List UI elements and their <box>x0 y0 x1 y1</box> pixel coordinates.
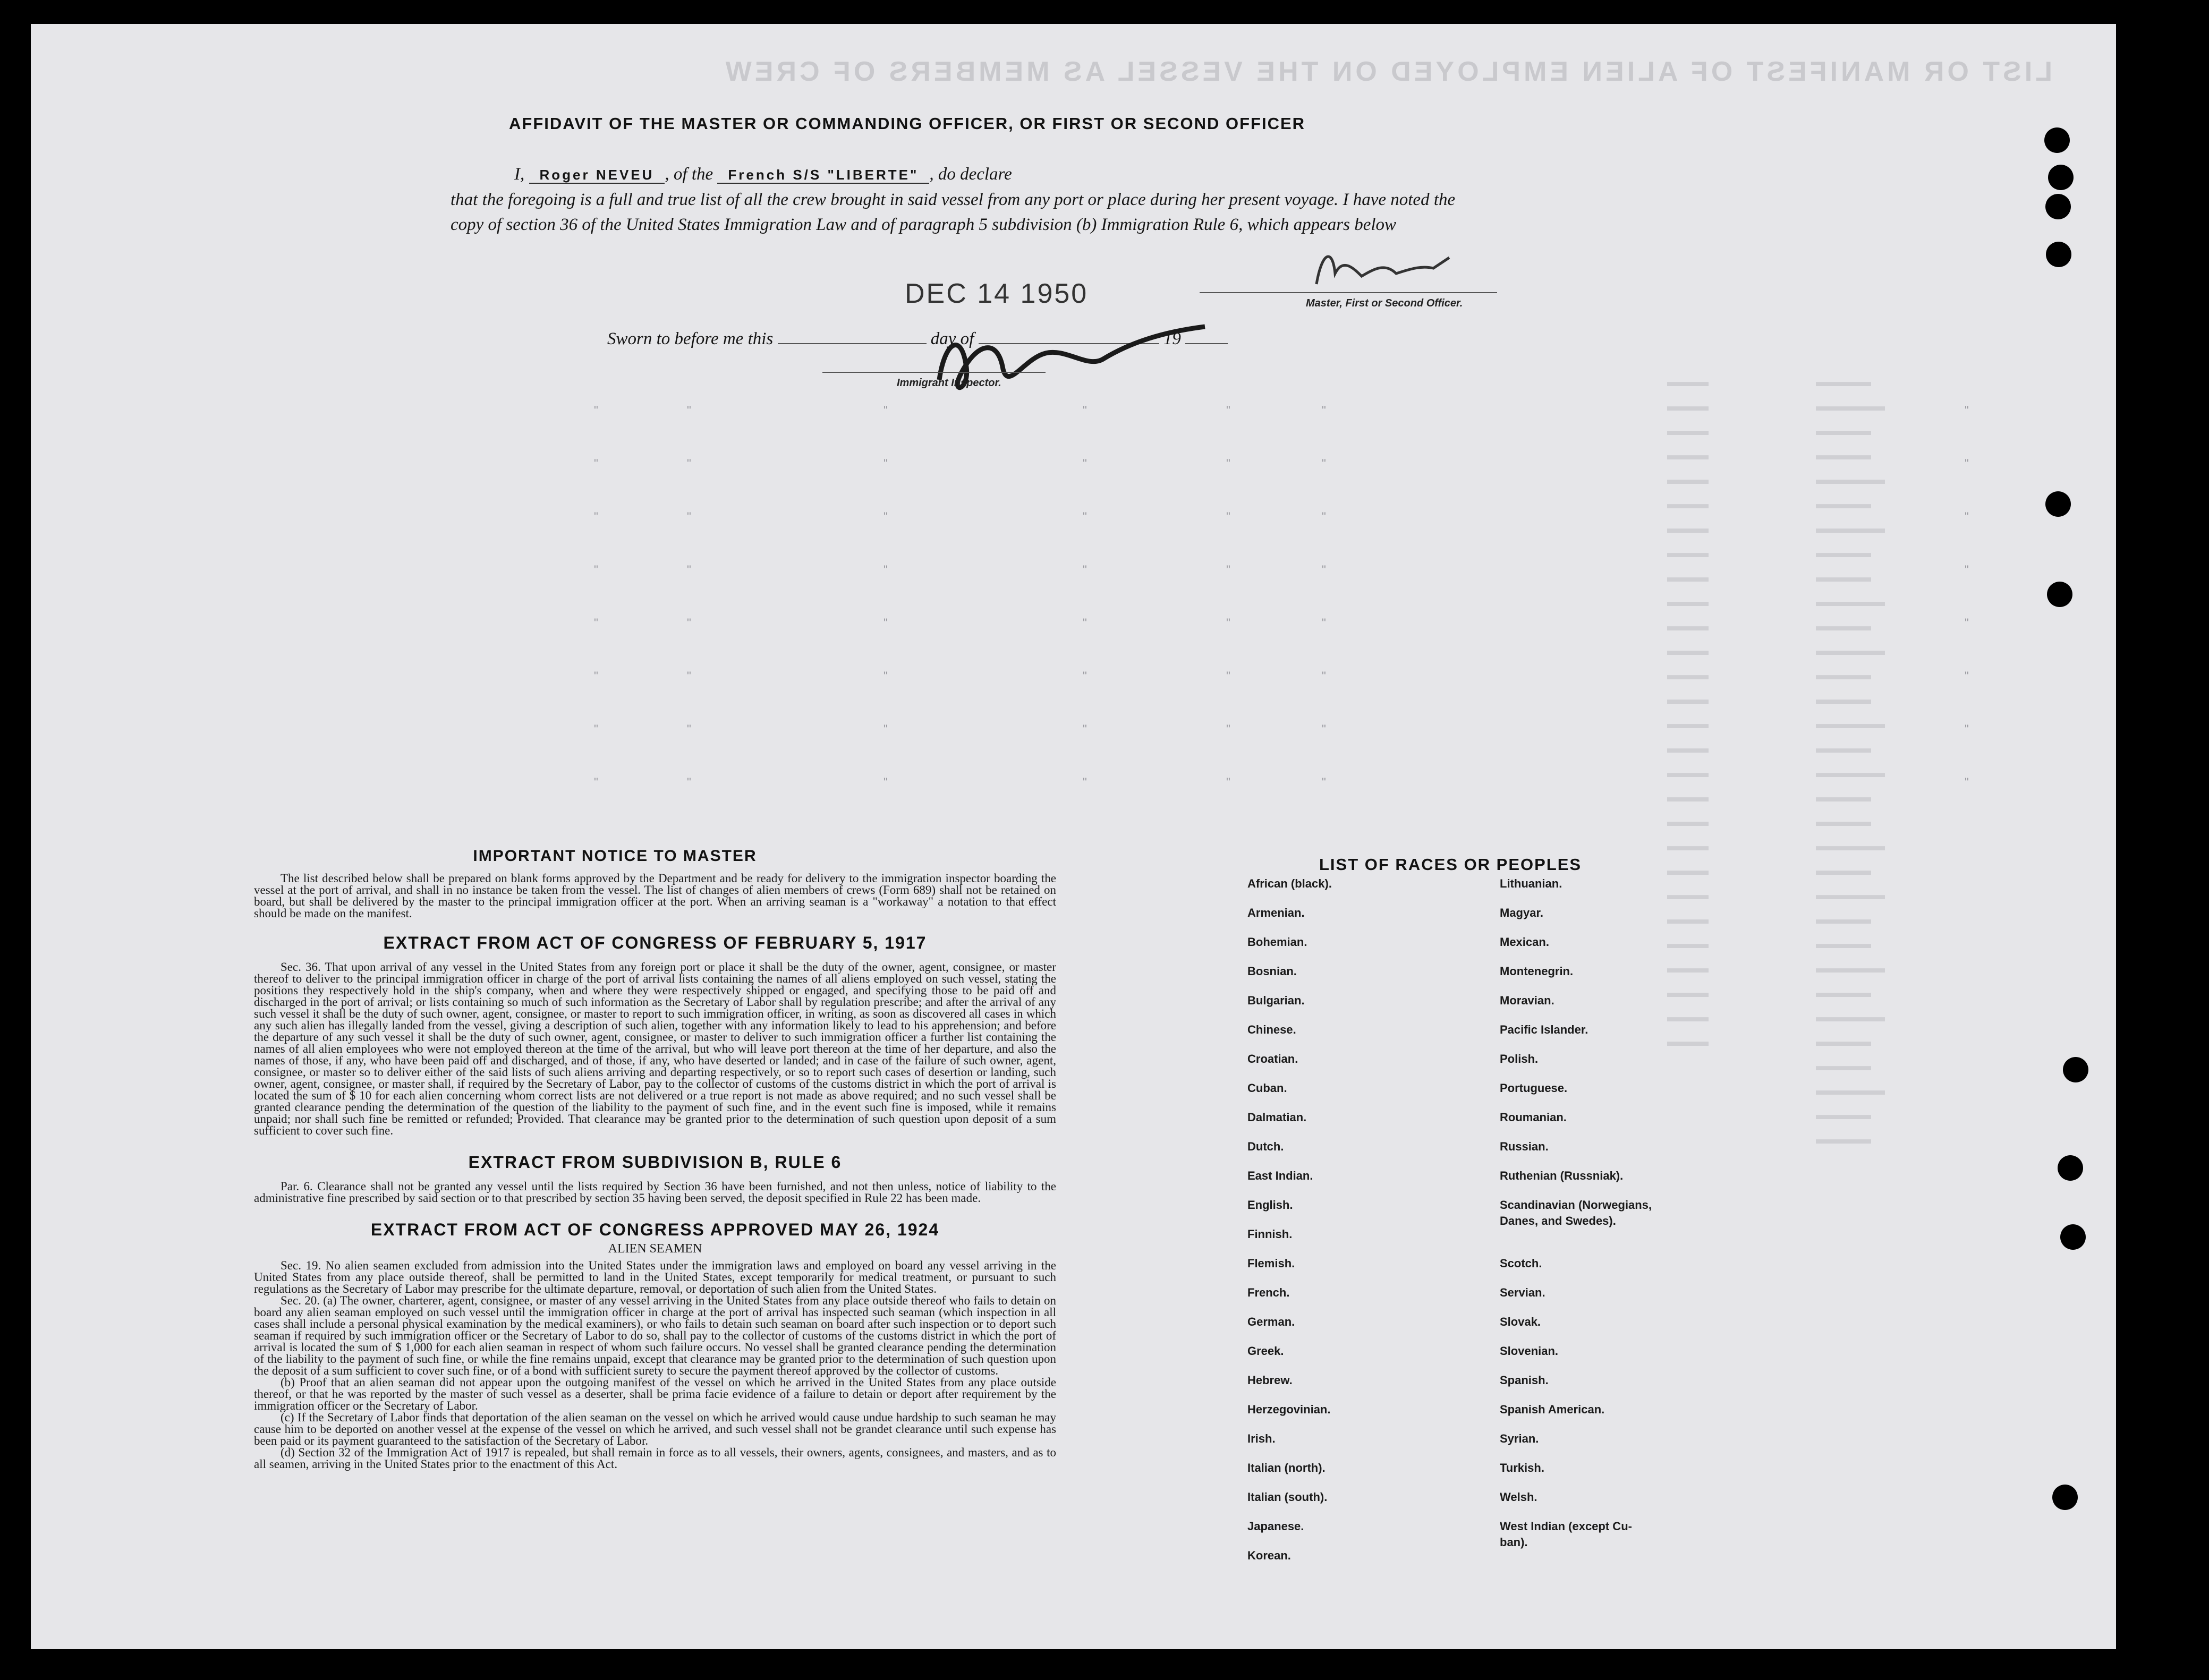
act-1917-heading: EXTRACT FROM ACT OF CONGRESS OF FEBRUARY 5, 1917 <box>383 933 927 952</box>
vessel-name-field: French S/S "LIBERTE" <box>717 167 929 184</box>
race-item: Russian. <box>1500 1140 1549 1153</box>
race-item: Pacific Islander. <box>1500 1023 1588 1036</box>
race-item: Korean. <box>1247 1549 1291 1562</box>
race-item: Spanish. <box>1500 1374 1549 1387</box>
race-item: Irish. <box>1247 1432 1276 1445</box>
affidavit-statement-block <box>451 162 1460 237</box>
race-item: Bosnian. <box>1247 965 1297 978</box>
race-item: German. <box>1247 1315 1295 1328</box>
race-item: Turkish. <box>1500 1461 1544 1474</box>
notice-heading: IMPORTANT NOTICE TO MASTER <box>473 847 757 865</box>
affidavit-of-the: , of the <box>665 165 713 184</box>
rule-6-heading: EXTRACT FROM SUBDIVISION B, RULE 6 <box>468 1153 842 1172</box>
race-item: Syrian. <box>1500 1432 1539 1445</box>
race-item: Chinese. <box>1247 1023 1296 1036</box>
officer-label: Master, First or Second Officer. <box>1306 297 1463 309</box>
punch-hole <box>2058 1155 2083 1181</box>
punch-hole <box>2063 1057 2088 1082</box>
race-item: Dalmatian. <box>1247 1111 1307 1124</box>
master-signature-line <box>1200 292 1497 293</box>
race-item: Greek. <box>1247 1344 1284 1358</box>
legal-text-column <box>254 847 1056 1470</box>
race-item: Herzegovinian. <box>1247 1403 1331 1416</box>
race-item: Bulgarian. <box>1247 994 1305 1007</box>
race-item: Italian (north). <box>1247 1461 1326 1474</box>
race-item: Scandinavian (Norwegians, <box>1500 1198 1652 1212</box>
inspector-signature-scrawl <box>929 311 1226 406</box>
race-item: Scotch. <box>1500 1257 1542 1270</box>
race-item: French. <box>1247 1286 1290 1299</box>
bleed-through-heading: LIST OR MANIFEST OF ALIEN EMPLOYED ON THE VESSEL AS MEMBERS OF CREW <box>722 56 2052 87</box>
punch-hole <box>2045 194 2071 219</box>
bleed-through-column-middle: ▬▬▬ ▬▬▬ ▬▬▬ ▬▬▬ ▬▬▬ ▬▬▬ ▬▬▬ ▬▬▬ ▬▬▬ ▬▬▬ ▬▬▬ ▬▬▬ ▬▬▬ ▬▬▬ ▬▬▬ ▬▬▬ ▬▬▬ ▬▬▬ ▬▬▬ ▬▬▬ ▬▬▬ ▬▬▬ ▬▬▬ ▬▬▬ ▬▬▬ ▬▬▬ ▬▬▬ ▬▬▬ <box>1667 373 1709 1049</box>
race-item: African (black). <box>1247 877 1332 890</box>
race-item: Welsh. <box>1500 1490 1537 1504</box>
race-item: Bohemian. <box>1247 935 1307 949</box>
race-item: Moravian. <box>1500 994 1554 1007</box>
sec-20c-text: (c) If the Secretary of Labor finds that deportation of the alien seaman on the vessel on which he arrived would cause undue hardship to such seaman he may cause him to be deported on another vessel at the expense of the vessel on which he arrived, and such vessel shall not be grandet clearance until such expense has been paid or its payment guaranteed to the satisfaction of the Secretary of Labor. <box>254 1411 1056 1447</box>
inspector-signature-line <box>822 372 1046 373</box>
punch-hole <box>2060 1224 2086 1250</box>
affidavit-do-declare: , do declare <box>929 165 1012 184</box>
race-item: Servian. <box>1500 1286 1545 1299</box>
sworn-day-blank <box>778 343 927 344</box>
race-item: Portuguese. <box>1500 1081 1568 1095</box>
act-1924-heading: EXTRACT FROM ACT OF CONGRESS APPROVED MAY 26, 1924 <box>370 1220 940 1239</box>
day-of-text: day of <box>930 329 974 348</box>
punch-hole <box>2044 127 2070 153</box>
punch-hole <box>2047 582 2072 607</box>
race-item: Armenian. <box>1247 906 1305 919</box>
affidavit-statement: that the foregoing is a full and true list of all the crew brought in said vessel from any port or place during her present voyage. I have noted the copy of section 36 of the United States Immigration Law and of paragraph 5 subdivision (b) Immigration Rule 6, which appears below <box>451 190 1456 234</box>
bleed-through-column-right: ▬▬▬▬ ▬▬▬▬▬ ▬▬▬▬ ▬▬▬▬ ▬▬▬▬▬ ▬▬▬▬ ▬▬▬▬▬ ▬▬▬▬ ▬▬▬▬ ▬▬▬▬▬ ▬▬▬▬ ▬▬▬▬▬ ▬▬▬▬ ▬▬▬▬ ▬▬▬▬▬ ▬▬▬▬ ▬▬▬▬▬ ▬▬▬▬ ▬▬▬▬ ▬▬▬▬▬ ▬▬▬▬ ▬▬▬▬▬ ▬▬▬▬ ▬▬▬▬ ▬▬▬▬▬ ▬▬▬▬ ▬▬▬▬▬ ▬▬▬▬ ▬▬▬▬ ▬▬▬▬▬ ▬▬▬▬ ▬▬▬▬ <box>1816 373 1885 1147</box>
sworn-text: Sworn to before me this <box>607 329 774 348</box>
affidavit-i: I, <box>514 165 525 184</box>
master-name-field: Roger NEVEU <box>529 167 665 184</box>
date-stamp: DEC 14 1950 <box>905 278 1089 309</box>
race-item: Italian (south). <box>1247 1490 1328 1504</box>
races-heading: LIST OF RACES OR PEOPLES <box>1319 855 1582 874</box>
sec-20a-text: Sec. 20. (a) The owner, charterer, agent, consignee, or master of any vessel arriving in the United States from any place outside thereof who fails to detain on board any alien seaman employed on such vessel until the immigration officer in charge at the port of arrival has inspected such seaman (which inspection in all cases shall include a personal physical examination by the medical examiners), or who fails to detain such seaman on board after such inspection or to deport such seaman if required by such immigration officer or the Secretary of Labor to do so, shall pay to the collector of customs of the customs district in which the port of arrival is located the sum of $ 1,000 for each alien seaman in respect of whom such failure occurs. No vessel shall be granted clearance pending the determination of the liability to the payment of such fine, or while the fine remains unpaid, except that clearance may be granted prior to the determination of such question upon the deposit of a sum sufficient to cover such fine, or of a bond with sufficient surety to secure the payment thereof approved by the collector of customs. <box>254 1294 1056 1377</box>
alien-seamen-subheading: ALIEN SEAMEN <box>608 1242 702 1256</box>
affidavit-first-line <box>451 162 1460 187</box>
race-item: Spanish American. <box>1500 1403 1605 1416</box>
race-item: Slovak. <box>1500 1315 1541 1328</box>
act-1917-text: Sec. 36. That upon arrival of any vessel in the United States from any foreign port or place it shall be the duty of the owner, agent, consignee, or master thereof to deliver to the principal immigration officer in charge of the port of arrival lists containing the names of all aliens employed on such vessel, stating the positions they respectively hold in the ship's company, when and where they were respectively shipped or engaged, and specifying those to be paid off and discharged in the port of arrival; or lists containing so much of such information as the Secretary of Labor shall by regulation prescribe; and after the arrival of any such vessel it shall be the duty of such owner, agent, consignee, or master to report to such immigration officer, in writing, as soon as discovered all cases in which any such alien has illegally landed from the vessel, giving a description of such alien, together with any information likely to lead to his apprehension; and before the departure of any such vessel it shall be the duty of such owner, agent, consignee, or master to deliver to such immigration officer a further list containing the names of all alien employees who were not employed thereon at the time of the arrival, but who will leave port thereon at the time of her departure, and also the names of those, if any, who have been paid off and discharged, and of those, if any, who have deserted or landed; and in case of the failure of such owner, agent, consignee, or master so to deliver either of the said lists of such aliens arriving and departing respectively, or so to report such cases of desertion or landing, such owner, agent, consignee, or master shall, if required by the Secretary of Labor, pay to the collector of customs of the customs district in which the port of arrival is located the sum of $ 10 for each alien concerning whom correct lists are not delivered or a true report is not made as above required; and no such vessel shall be granted clearance pending the determination of the question of the liability to the payment of such fine, and in the event such fine is imposed, while it remains unpaid; nor shall such fine be remitted or refunded; Provided. That clearance may be granted prior to the determination of such question upon deposit of a sum sufficient to cover such fine. <box>254 960 1056 1137</box>
race-item: ban). <box>1500 1536 1528 1549</box>
race-item: Magyar. <box>1500 906 1543 919</box>
race-item: English. <box>1247 1198 1293 1212</box>
master-signature-scrawl <box>1311 236 1513 305</box>
race-item: Dutch. <box>1247 1140 1284 1153</box>
inspector-label: Immigrant Inspector. <box>897 377 1001 389</box>
race-item: Polish. <box>1500 1052 1539 1065</box>
sec-20b-text: (b) Proof that an alien seaman did not appear upon the outgoing manifest of the vessel on which he arrived in the United States from any place outside thereof, or that he was reported by the master of such vessel as a deserter, shall be prima facie evidence of a failure to detain or deport after requirement by the immigration officer or the Secretary of Labor. <box>254 1376 1056 1412</box>
race-item: Croatian. <box>1247 1052 1298 1065</box>
race-item: Finnish. <box>1247 1227 1293 1241</box>
punch-hole <box>2052 1485 2078 1510</box>
race-item: Cuban. <box>1247 1081 1287 1095</box>
notice-text: The list described below shall be prepared on blank forms approved by the Department and be ready for delivery to the immigration inspector boarding the vessel at the port of arrival, and shall in no instance be taken from the vessel. The list of changes of alien members of crews (Form 689) shall not be retained on board, but shall be delivered by the master to the principal immigration officer at the port. When an arriving seaman is a "workaway" a notation to that effect should be made on the manifest. <box>254 872 1056 920</box>
manifest-back-page: LIST OR MANIFEST OF ALIEN EMPLOYED ON THE VESSEL AS MEMBERS OF CREW ▬▬▬▬ ▬▬▬▬▬ ▬▬▬▬ ▬▬▬▬ ▬▬▬▬▬ ▬▬▬▬ ▬▬▬▬▬ ▬▬▬▬ ▬▬▬▬ ▬▬▬▬▬ ▬▬▬▬ ▬▬▬▬▬ ▬▬▬▬ ▬▬▬▬ ▬▬▬▬▬ ▬▬▬▬ ▬▬▬▬▬ ▬▬▬▬ ▬▬▬▬ ▬▬▬▬▬ ▬▬▬▬ ▬▬▬▬▬ ▬▬▬▬ ▬▬▬▬ ▬▬▬▬▬ ▬▬▬▬ ▬▬▬▬▬ ▬▬▬▬ ▬▬▬▬ ▬▬▬▬▬ ▬▬▬▬ ▬▬▬▬ ▬▬▬ ▬▬▬ ▬▬▬ ▬▬▬ ▬▬▬ ▬▬▬ ▬▬▬ ▬▬▬ ▬▬▬ ▬▬▬ ▬▬▬ ▬▬▬ ▬▬▬ ▬▬▬ ▬▬▬ ▬▬▬ ▬▬▬ ▬▬▬ ▬▬▬ ▬▬▬ ▬▬▬ ▬▬▬ ▬▬▬ ▬▬▬ ▬▬▬ ▬▬▬ ▬▬▬ ▬▬▬ " " " " " " " " " " " " " " " " " " " " " " " " " " " " " " " " " " " " " " " " " " " " " " " " " " " " " " " " AFFIDAVIT OF THE MASTER OR COMMANDING OFFICER, OR FIRST OR SECOND OFFICER I, Roger NEVEU , of the French S/S "LIBERTE" , do declare that the foregoing is a full and true list of all the crew brought in said vessel from any port or place during her present voyage. I have noted the copy of section 36 of the United States Immigration Law and of paragraph 5 subdivision (b) Immigration Rule 6, which appears below DEC 14 1950 Master, First or Second Officer. Sworn to before me this day of 19 Immigrant Inspector. IMPORTANT NOTICE TO MASTER The list described below shall be prepared on blank forms approved by the Department and be ready for delivery to the immigration inspector boarding the vessel at the port of arrival, and shall in no instance be taken from the vessel. The list of changes of alien members of crews (Form 689) shall not be retained on board, but shall be delivered by the master to the principal immigration officer at the port. When an arriving seaman is a "workaway" a notation to that effect should be made on the manifest. EXTRACT FROM ACT OF CONGRESS OF FEBRUARY 5, 1917 Sec. 36. That upon arrival of any vessel in the United States from any foreign port or place it shall be the duty of the owner, agent, consignee, or master thereof to deliver to the principal immigration officer in charge of the port of arrival lists containing the names of all aliens employed on such vessel, stating the positions they respectively hold in the ship's company, when and where they were respectively shipped or engaged, and specifying those to be paid off and discharged in the port of arrival; or lists containing so much of such information as the Secretary of Labor shall by regulation prescribe; and after the arrival of any such vessel it shall be the duty of such owner, agent, consignee, or master to report to such immigration officer, in writing, as soon as discovered all cases in which any such alien has illegally landed from the vessel, giving a description of such alien, together with any information likely to lead to his apprehension; and before the departure of any such vessel it shall be the duty of such owner, agent, consignee, or master to deliver to such immigration officer a further list containing the names of all alien employees who were not employed thereon at the time of the arrival, but who will leave port thereon at the time of her departure, and also the names of those, if any, who have been paid off and discharged, and of those, if any, who have deserted or landed; and in case of the failure of such owner, agent, consignee, or master so to deliver either of the said lists of such aliens arriving and departing respectively, or so to report such cases of desertion or landing, such owner, agent, consignee, or master shall, if required by the Secretary of Labor, pay to the collector of customs of the customs district in which the port of arrival is located the sum of $ 10 for each alien concerning whom correct lists are not delivered or a true report is not made as above required; and no such vessel shall be granted clearance pending the determination of the question of the liability to the payment of such fine, and in the event such fine is imposed, while it remains unpaid; nor shall such fine be remitted or refunded; Provided. That clearance may be granted prior to the determination of such question upon deposit of a sum sufficient to cover such fine. EXTRACT FROM SUBDIVISION B, RULE 6 Par. 6. Clearance shall not be granted any vessel until the lists required by Section 36 have been furnished, and not then unless, notice of liability to the administrative fine prescribed by said section or to that prescribed by section 35 having been served, the deposit specified in Rule 22 has been made. EXTRACT FROM ACT OF CONGRESS APPROVED MAY 26, 1924 ALIEN SEAMEN Sec. 19. No alien seamen excluded from admission into the United States under the immigration laws and employed on board any vessel arriving in the United States from any place outside thereof, shall be permitted to land in the United States, except temporarily for medical treatment, or pursuant to such regulations as the Secretary of Labor may prescribe for the ultimate departure, removal, or deportation of such alien from the United States. Sec. 20. (a) The owner, charterer, agent, consignee, or master of any vessel arriving in the United States from any place outside thereof who fails to detain on board any alien seaman employed on such vessel until the immigration officer in charge at the port of arrival has inspected such seaman (which inspection in all cases shall include a personal physical examination by the medical examiners), or who fails to detain such seaman on board after such inspection or to deport such seaman if required by such immigration officer or the Secretary of Labor to do so, shall pay to the collector of customs of the customs district in which the port of arrival is located the sum of $ 1,000 for each alien seaman in respect of whom such failure occurs. No vessel shall be granted clearance pending the determination of the liability to the payment of such fine, or while the fine remains unpaid, except that clearance may be granted prior to the determination of such question upon the deposit of a sum sufficient to cover such fine, or of a bond with sufficient surety to secure the payment thereof approved by the collector of customs. (b) Proof that an alien seaman did not appear upon the outgoing manifest of the vessel on which he arrived in the United States from any place outside thereof, or that he was reported by the master of such vessel as a deserter, shall be prima facie evidence of a failure to detain or deport after requirement by the immigration officer or the Secretary of Labor. (c) If the Secretary of Labor finds that deportation of the alien seaman on the vessel on which he arrived would cause undue hardship to such seaman he may cause him to be deported on another vessel at the expense of the vessel on which he arrived, and such vessel shall not be grandet clearance until such expense has been paid or its payment guaranteed to the satisfaction of the Secretary of Labor. (d) Section 32 of the Immigration Act of 1917 is repealed, but shall remain in force as to all vessels, their owners, agents, consignees, and masters, and as to all seamen, arriving in the United States prior to the enactment of this Act. LIST OF RACES OR PEOPLES African (black). Armenian. Bohemian. Bosnian. Bulgarian. Chinese. Croatian. Cuban. Dalmatian. Dutch. East Indian. English. Finnish. Flemish. French. German. Greek. Hebrew. Herzegovinian. Irish. Italian (north). Italian (south). Japanese. Korean. Lithuanian. Magyar. Mexican. Montenegrin. Moravian. Pacific Islander. Polish. Portuguese. Roumanian. Russian. Ruthenian (Russniak). Scandinavian (Norwegians, Danes, and Swedes). Scotch. Servian. Slovak. Slovenian. Spanish. Spanish American. Syrian. Turkish. Welsh. West Indian (except Cu- ban). <box>31 24 2116 1649</box>
race-item: West Indian (except Cu- <box>1500 1520 1632 1533</box>
race-item: Ruthenian (Russniak). <box>1500 1169 1624 1182</box>
race-item: Mexican. <box>1500 935 1549 949</box>
race-item: Slovenian. <box>1500 1344 1559 1358</box>
year-prefix: 19 <box>1163 329 1181 348</box>
race-item: Lithuanian. <box>1500 877 1562 890</box>
race-item: Danes, and Swedes). <box>1500 1214 1616 1227</box>
race-item: East Indian. <box>1247 1169 1313 1182</box>
race-item: Hebrew. <box>1247 1374 1293 1387</box>
punch-hole <box>2045 491 2071 517</box>
sec-19-text: Sec. 19. No alien seamen excluded from admission into the United States under the immigration laws and employed on board any vessel arriving in the United States from any place outside thereof, shall be permitted to land in the United States, except temporarily for medical treatment, or pursuant to such regulations as the Secretary of Labor may prescribe for the ultimate departure, removal, or deportation of such alien from the United States. <box>254 1259 1056 1295</box>
sec-20d-text: (d) Section 32 of the Immigration Act of 1917 is repealed, but shall remain in force as to all vessels, their owners, agents, consignees, and masters, and as to all seamen, arriving in the United States prior to the enactment of this Act. <box>254 1446 1056 1471</box>
race-item: Roumanian. <box>1500 1111 1567 1124</box>
rule-6-text: Par. 6. Clearance shall not be granted any vessel until the lists required by Section 36 have been furnished, and not then unless, notice of liability to the administrative fine prescribed by said section or to that prescribed by section 35 having been served, the deposit specified in Rule 22 has been made. <box>254 1180 1056 1205</box>
race-item: Japanese. <box>1247 1520 1304 1533</box>
punch-hole <box>2048 165 2074 190</box>
race-item: Flemish. <box>1247 1257 1295 1270</box>
punch-hole <box>2046 242 2071 267</box>
affidavit-heading: AFFIDAVIT OF THE MASTER OR COMMANDING OFFICER, OR FIRST OR SECOND OFFICER <box>509 114 1306 133</box>
race-item: Montenegrin. <box>1500 965 1574 978</box>
